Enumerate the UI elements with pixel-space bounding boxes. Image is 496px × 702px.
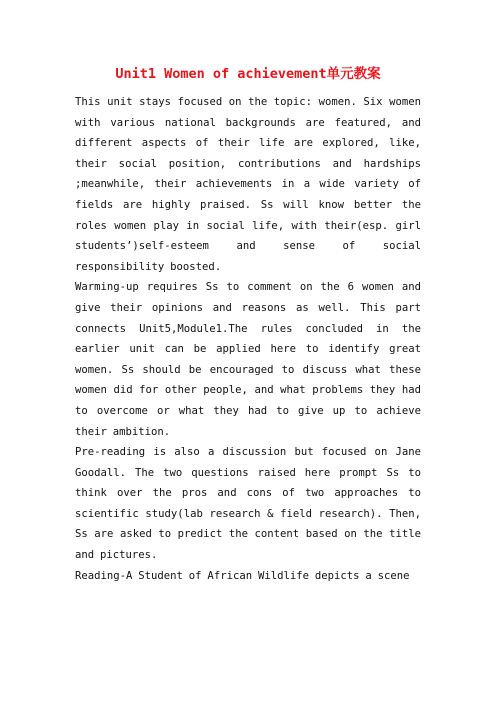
document-body [75, 92, 421, 586]
paragraph-warming-up: Warming-up requires Ss to comment on the 6 women and give their opinions and reasons as well. This part connects Unit5,Module1.The rules concluded in the earlier unit can be applied here to identify great women. Ss should be encouraged to discuss what these women did for other people, and what problems they had to overcome or what they had to give up to achieve their ambition. [75, 281, 421, 438]
paragraph-pre-reading: Pre-reading is also a discussion but focused on Jane Goodall. The two questions raised here prompt Ss to think over the pros and cons of two approaches to scientific study(lab research & field research). Then, Ss are asked to predict the content based on the title and pictures. [75, 446, 421, 562]
paragraph-reading: Reading-A Student of African Wildlife depicts a scene [75, 569, 410, 582]
document-title: Unit1 Women of achievement单元教案 [115, 66, 381, 82]
paragraph-intro: This unit stays focused on the topic: women. Six women with various national backgrounds are featured, and different aspects of their life are explored, like, their social position, contributions and hardships ;meanwhile, their achievements in a wide variety of fields are highly praised. Ss will know better the roles women play in social life, with their(esp. girl students’)self-esteem and sense of social responsibility boosted. [75, 96, 421, 273]
